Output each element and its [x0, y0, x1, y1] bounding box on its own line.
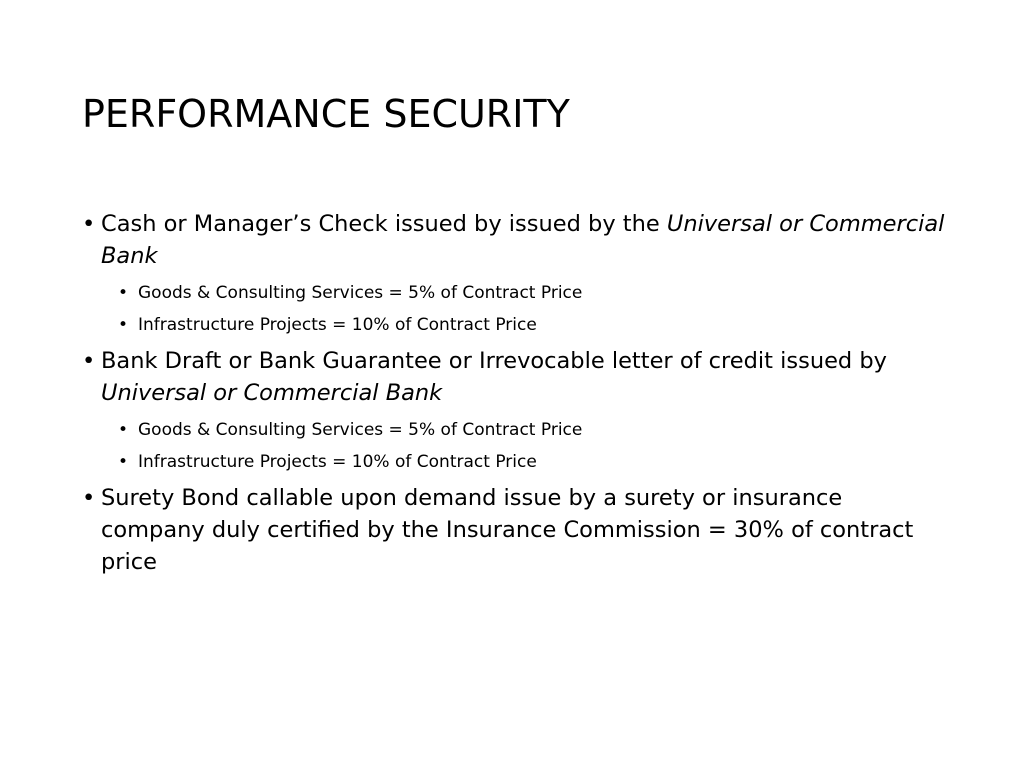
sub-bullet-infrastructure: • Infrastructure Projects = 10% of Contract Price — [82, 309, 952, 341]
sub-bullet-infrastructure: • Infrastructure Projects = 10% of Contract Price — [82, 446, 952, 478]
sub-list-bank-draft — [82, 414, 952, 478]
slide-title: PERFORMANCE SECURITY — [82, 92, 570, 136]
bullet-cash-check-text: Cash or Manager’s Check issued by issued by the — [101, 211, 667, 237]
sub-bullet-goods-consulting: • Goods & Consulting Services = 5% of Contract Price — [82, 414, 952, 446]
bullet-bank-draft-text: Bank Draft or Bank Guarantee or Irrevocable letter of credit issued by — [101, 348, 887, 374]
bullet-cash-check — [82, 208, 952, 272]
bullet-group-cash — [82, 208, 952, 341]
bullet-group-bank-draft — [82, 345, 952, 478]
bullet-bank-draft-bank: Universal or Commercial Bank — [101, 380, 443, 406]
bullet-bank-draft — [82, 345, 952, 409]
bullet-group-surety — [82, 482, 952, 578]
bullet-surety-bond-text: Surety Bond callable upon demand issue by a surety or insurance company duly certified by the Insurance Commission = 30% of contract price — [101, 485, 914, 575]
sub-list-cash — [82, 277, 952, 341]
bullet-cash-check-bank: Universal or Commercial Bank — [101, 211, 945, 269]
sub-bullet-goods-consulting: • Goods & Consulting Services = 5% of Contract Price — [82, 277, 952, 309]
bullet-surety-bond — [82, 482, 952, 578]
bullet-list — [82, 208, 952, 583]
